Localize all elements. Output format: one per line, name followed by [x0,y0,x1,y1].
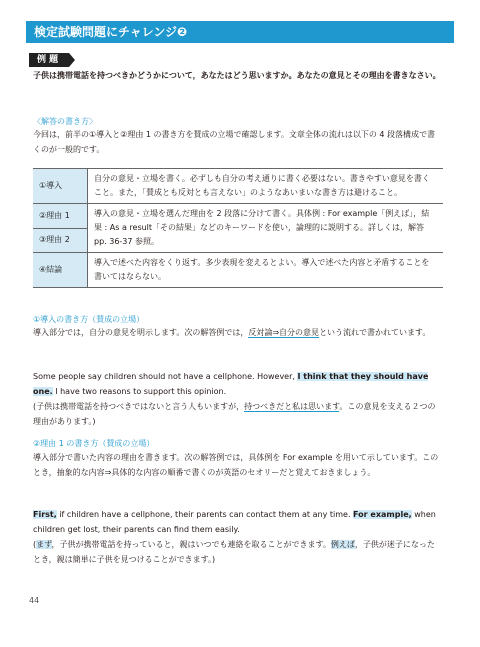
table-row [33,204,443,229]
method-intro: 今回は，前半の①導入と②理由 1 の書き方を賛成の立場で確認します。文章全体の流れは以下の 4 段落構成で書くのが一般的です。 [33,130,436,154]
text-span: ( [33,540,37,549]
table-key: ②理由 1 [33,204,88,229]
text-span: ，子供が携帯電話を持っていると，親はいつでも連絡を取ることができます。 [51,540,331,549]
highlight-text: 反対論⇒自分の意見 [248,328,320,337]
highlight-text: 持つべきだと私は思います [244,402,340,411]
section2-text: 導入部分で書いた内容の理由を書きます。次の解答例では，具体例を For example を用いて示しています。このとき，抽象的な内容⇒具体的な内容の順番で書くのが英語のセオリーだと覚えておきましょう。 [33,453,439,477]
page-title-banner: 検定試験問題にチャレンジ❷ [26,21,454,43]
highlight-text: まず [36,540,52,549]
table-key: ④結論 [33,253,88,288]
text-span: ，子供が迷子になったとき，親は簡単に子供を見つけることができます。) [33,540,435,564]
section1-heading: ①導入の書き方（賛成の立場） [33,315,145,324]
highlight-text: For example, [353,510,412,519]
text-span: when children get lost, their parents can find them easily. [33,510,436,534]
text-span: I have two reasons to support this opinion. [55,387,227,396]
table-row [33,253,443,288]
text-span: (子供は携帯電話を持つべきではないと言う人もいますが， [33,402,245,411]
section2-english [33,507,441,537]
method-heading: 〈解答の書き方〉 [33,117,97,126]
table-row [33,169,443,204]
page-number: 44 [29,596,40,605]
example-tag: 例 題 [29,53,69,67]
highlight-text: 例えば [330,540,355,549]
highlight-text: First, [33,510,57,519]
text-span: という流れで書かれています。 [319,328,431,337]
table-value: 導入の意見・立場を選んだ理由を 2 段落に分けて書く。具体例 : For example「例えば」，結果 : As a result「その結果」などのキーワードを使い，論理的に説明する。詳しくは，解答 pp. 36-37 参照。 [88,204,444,253]
section2-heading: ②理由 1 の書き方（賛成の立場） [33,439,155,448]
text-span: 。この意見を支える２つの理由があります。) [33,402,436,426]
table-value: 自分の意見・立場を書く。必ずしも自分の考え通りに書く必要はない。書きやすい意見を書くこと。また，「賛成とも反対とも言えない」のようなあいまいな書き方は避けること。 [88,169,444,204]
structure-table [33,168,443,288]
text-span: if children have a cellphone, their parents can contact them at any time. [59,510,351,519]
table-key: ③理由 2 [33,228,88,253]
highlight-text: I think that they should have one. [33,372,429,396]
table-key: ①導入 [33,169,88,204]
section1-text [33,325,441,340]
text-span: Some people say children should not have a cellphone. However, [33,372,295,381]
section2-japanese [33,537,441,567]
table-value: 導入で述べた内容をくり返す。多少表現を変えるとよい。導入で述べた内容と矛盾することを書いてはならない。 [88,253,444,288]
example-question: 子供は携帯電話を持つべきかどうかについて，あなたはどう思いますか。あなたの意見とその理由を書きなさい。 [33,71,441,80]
section1-english [33,369,441,399]
text-span: 導入部分では，自分の意見を明示します。次の解答例では， [33,328,249,337]
section1-japanese [33,399,441,429]
